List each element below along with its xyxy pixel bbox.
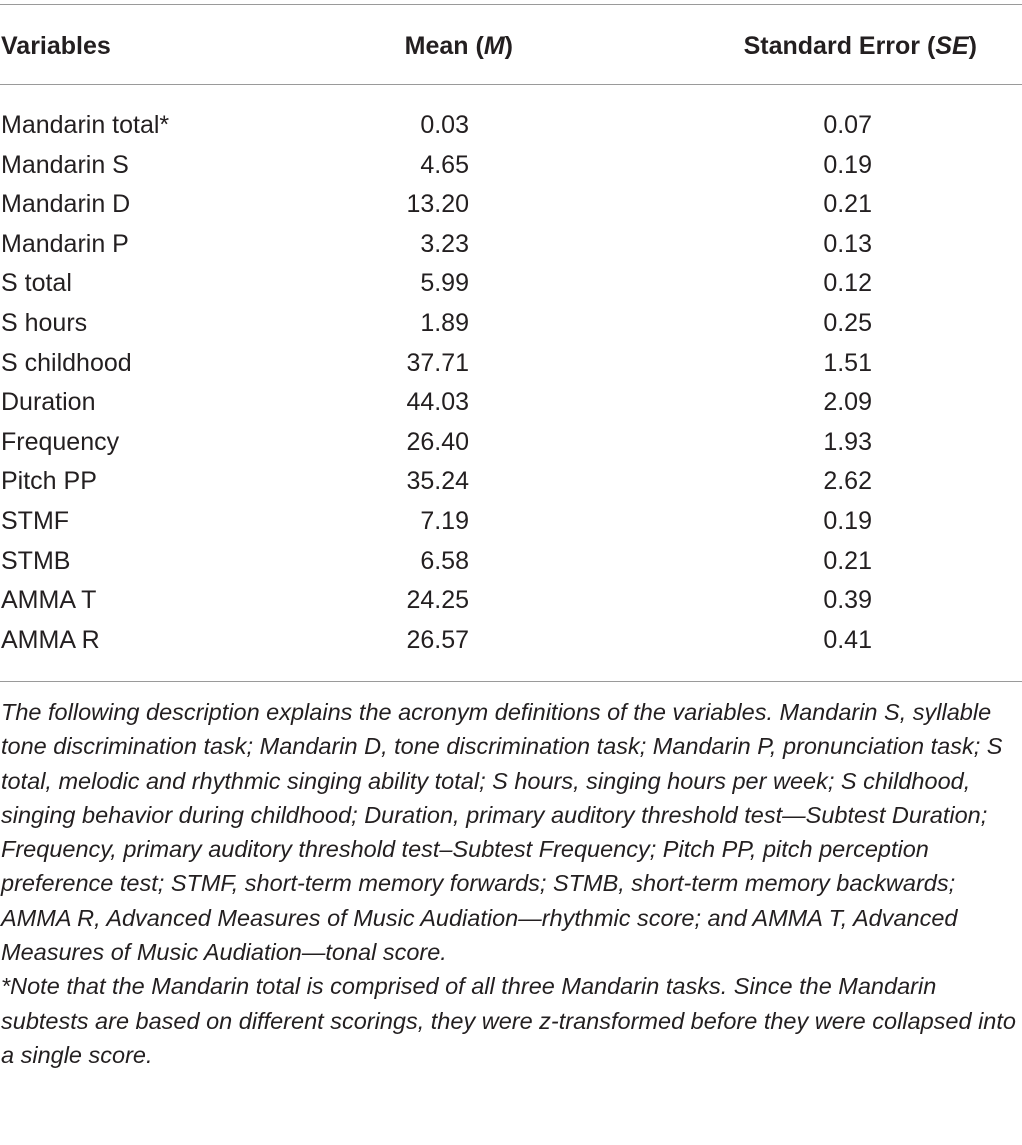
header-mean: [405, 28, 513, 64]
footnote: *Note that the Mandarin total is comprised of all three Mandarin tasks. Since the Mandarin subtests are based on different scorings, they were z-transformed before they were collapsed into a single score.: [1, 973, 1016, 1068]
cell-mean: 26.40: [406, 427, 469, 456]
header-standard-error: [744, 28, 977, 64]
cell-mean: 0.03: [420, 111, 469, 139]
header-divider-rule: [0, 84, 1022, 85]
header-mean-symbol: M: [483, 32, 505, 60]
cell-se: 0.12: [823, 269, 872, 298]
table-row: [0, 581, 1022, 621]
cell-se: 0.41: [823, 625, 872, 654]
cell-mean: 35.24: [406, 467, 469, 496]
table-notes: [1, 695, 1019, 1072]
cell-se: 2.09: [823, 388, 872, 417]
header-se-close: ): [968, 32, 977, 60]
cell-variable: Mandarin D: [1, 190, 131, 219]
table-row: [0, 106, 1022, 146]
cell-variable: Mandarin S: [1, 150, 129, 179]
table-row: [0, 344, 1022, 384]
cell-mean: 44.03: [406, 388, 469, 417]
cell-variable: STMB: [1, 546, 71, 575]
header-se-symbol: SE: [935, 32, 969, 60]
table-row: [0, 621, 1022, 661]
header-mean-label: Mean (: [404, 32, 484, 60]
cell-variable: S childhood: [1, 348, 132, 377]
table-bottom-rule: [0, 681, 1022, 682]
table-row: [0, 304, 1022, 344]
cell-se: 1.51: [823, 348, 872, 377]
table-row: [0, 185, 1022, 225]
cell-mean: 6.58: [420, 546, 469, 575]
cell-mean: 13.20: [406, 190, 469, 219]
table-row: [0, 462, 1022, 502]
cell-se: 0.13: [823, 229, 872, 258]
cell-variable: STMF: [1, 506, 70, 535]
cell-se: 0.21: [823, 190, 872, 219]
cell-mean: 5.99: [420, 269, 469, 298]
cell-mean: 24.25: [406, 586, 469, 615]
cell-variable: Mandarin total*: [1, 111, 170, 139]
table-row: [0, 502, 1022, 542]
cell-variable: AMMA T: [1, 586, 97, 615]
cell-se: 0.25: [823, 308, 872, 337]
cell-mean: 26.57: [406, 625, 469, 654]
cell-variable: S total: [1, 269, 72, 298]
cell-variable: Frequency: [1, 427, 120, 456]
cell-variable: Mandarin P: [1, 229, 129, 258]
table-row: [0, 264, 1022, 304]
table-row: [0, 423, 1022, 463]
cell-mean: 7.19: [420, 506, 469, 535]
header-variables: Variables: [1, 32, 111, 60]
cell-variable: AMMA R: [1, 625, 100, 654]
cell-variable: Duration: [1, 388, 96, 417]
cell-variable: S hours: [1, 308, 88, 337]
cell-se: 0.07: [823, 111, 872, 139]
cell-se: 0.19: [823, 150, 872, 179]
table-row: [0, 383, 1022, 423]
cell-se: 0.21: [823, 546, 872, 575]
cell-se: 0.19: [823, 506, 872, 535]
cell-se: 1.93: [823, 427, 872, 456]
cell-se: 2.62: [823, 467, 872, 496]
table-body: [0, 106, 1022, 660]
cell-mean: 4.65: [420, 150, 469, 179]
table-row: [0, 542, 1022, 582]
cell-mean: 1.89: [420, 308, 469, 337]
header-mean-close: ): [504, 32, 513, 60]
table-top-rule: [0, 4, 1022, 5]
cell-se: 0.39: [823, 586, 872, 615]
cell-mean: 3.23: [420, 229, 469, 258]
table-row: [0, 225, 1022, 265]
table-row: [0, 146, 1022, 186]
acronym-description: The following description explains the acronym definitions of the variables. Mandarin S, syllable tone discrimination task; Mandarin D, tone discrimination task; Mandarin P, pronunciation task; S total, melodic and rhythmic singing ability total; S hours, singing hours per week; S childhood, singing behavior during childhood; Duration, primary auditory threshold test—Subtest Duration; Frequency, primary auditory threshold test–Subtest Frequency; Pitch PP, pitch perception preference test; STMF, short-term memory forwards; STMB, short-term memory backwards; AMMA R, Advanced Measures of Music Audiation—rhythmic score; and AMMA T, Advanced Measures of Music Audiation—tonal score.: [1, 699, 1003, 966]
cell-variable: Pitch PP: [1, 467, 97, 496]
header-se-label: Standard Error (: [743, 32, 936, 60]
cell-mean: 37.71: [406, 348, 469, 377]
